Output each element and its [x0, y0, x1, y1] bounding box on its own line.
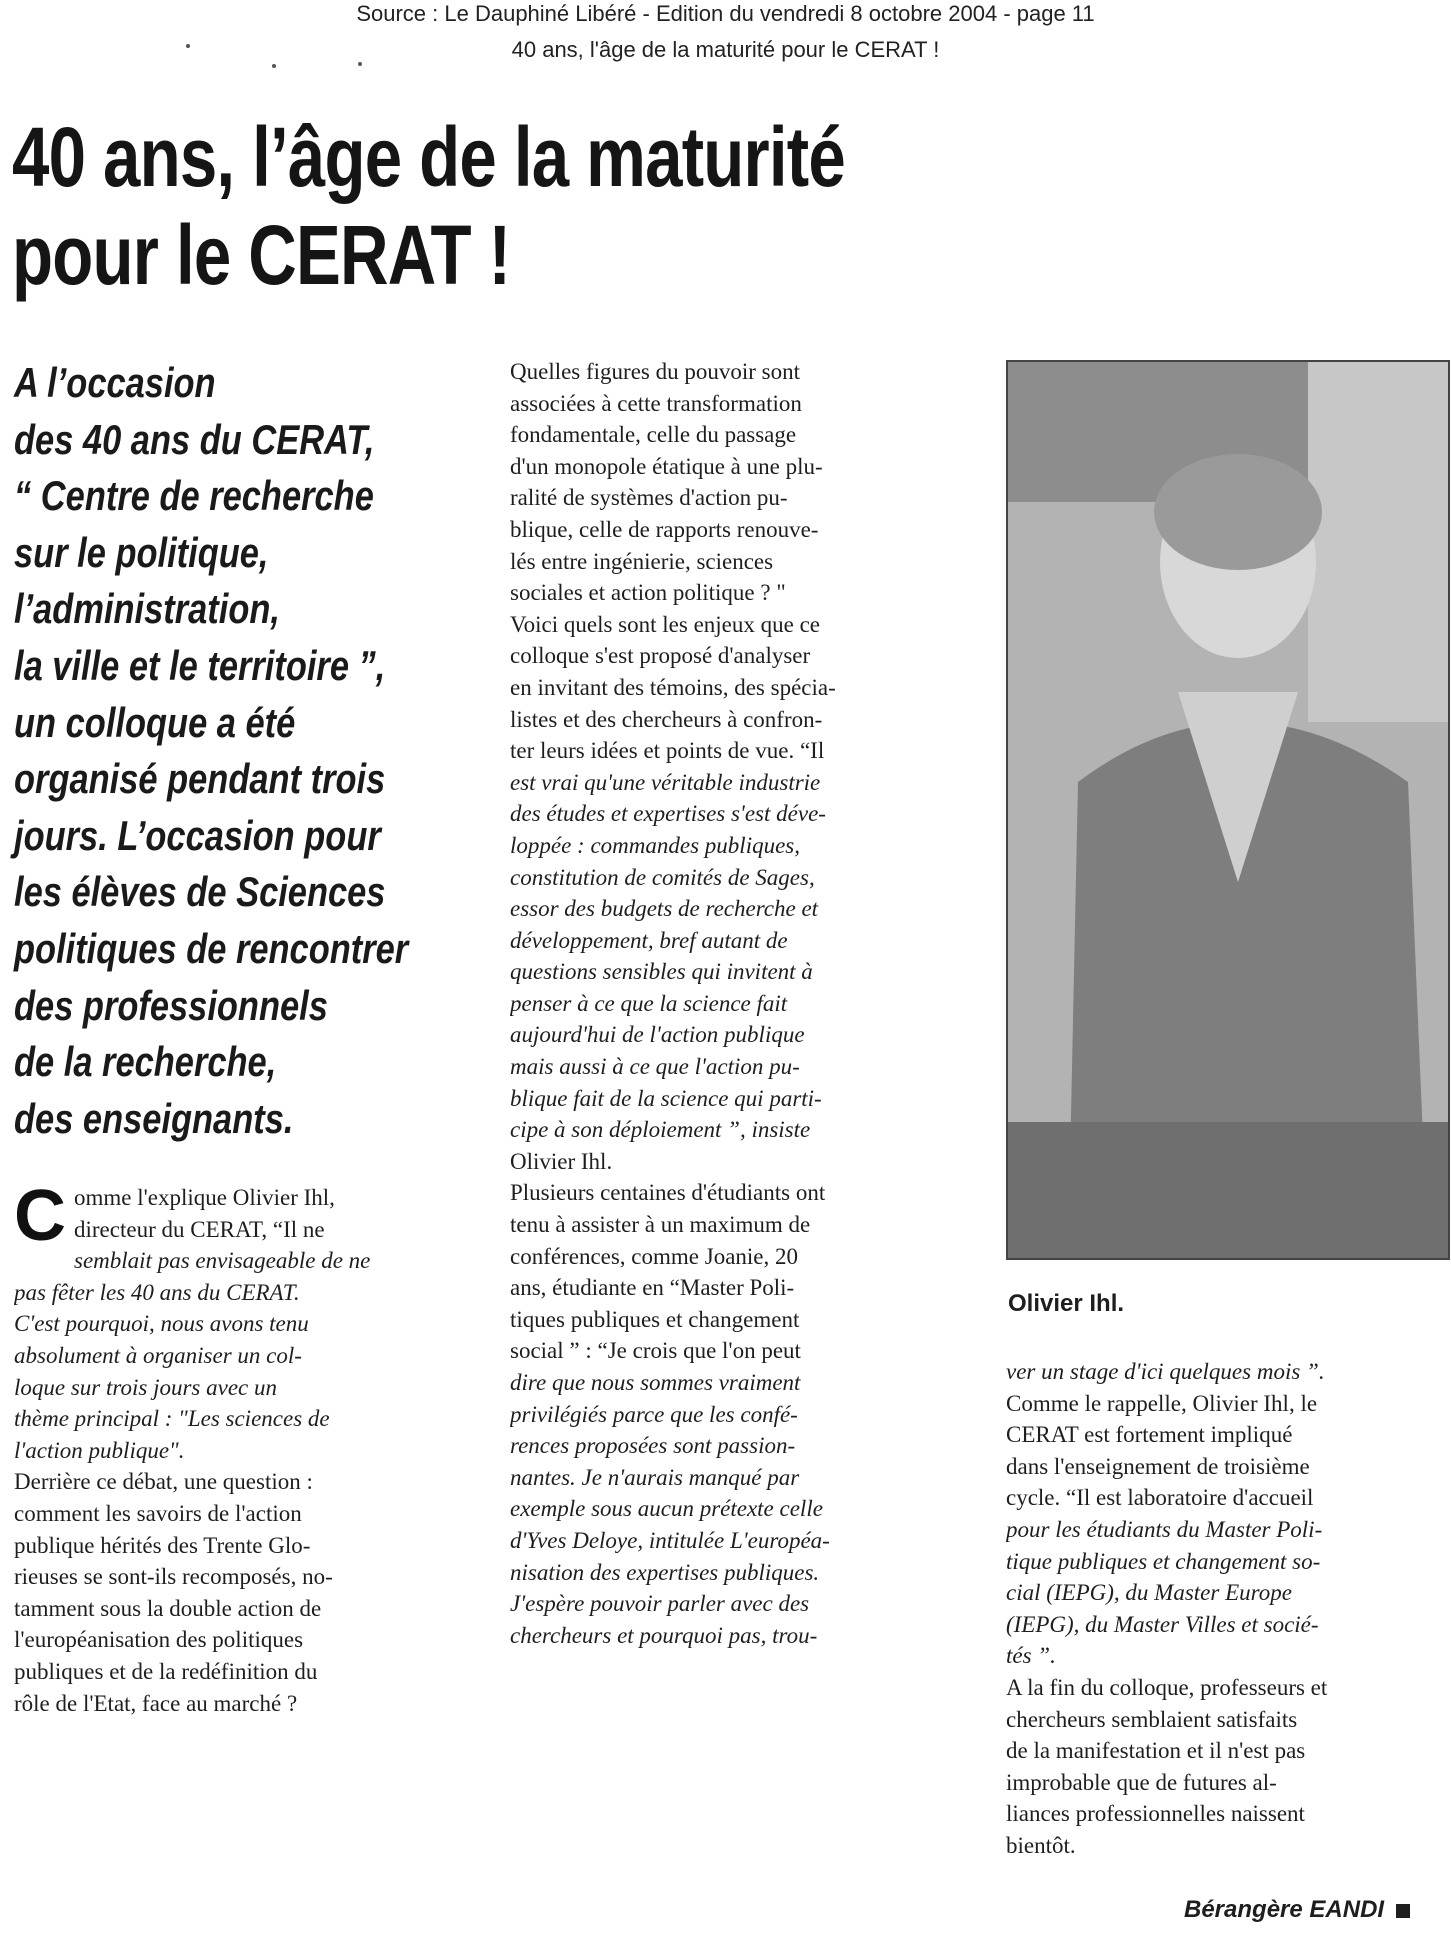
text-line: tiques publiques et changement [510, 1306, 800, 1332]
text-line: penser à ce que la science fait [510, 990, 788, 1016]
print-speck [358, 62, 362, 66]
text-line: tés ”. [1006, 1643, 1056, 1669]
column-1-text [14, 1176, 457, 1719]
text-line: listes et des chercheurs à confron- [510, 706, 823, 732]
text-line: blique, celle de rapports renouve- [510, 516, 819, 542]
text-line: privilégiés parce que les confé- [510, 1401, 798, 1427]
lead-line: des professionnels [14, 981, 328, 1029]
lead-line: la ville et le territoire ”, [14, 641, 386, 689]
text-line: l'action publique". [14, 1437, 185, 1463]
text-line: d'un monopole étatique à une plu- [510, 453, 823, 479]
headline [12, 108, 1148, 304]
text-line: directeur du CERAT, “Il ne [74, 1216, 325, 1242]
text-line: tique publiques et changement so- [1006, 1548, 1321, 1574]
lead-line: A l’occasion [14, 359, 216, 406]
lead-line: des 40 ans du CERAT, [14, 415, 375, 463]
text-line: colloque s'est proposé d'analyser [510, 643, 811, 669]
text-line: cial (IEPG), du Master Europe [1006, 1580, 1292, 1606]
text-line: de la manifestation et il n'est pas [1006, 1738, 1306, 1764]
headline-line-2: pour le CERAT ! [12, 208, 511, 302]
text-line: chercheurs semblaient satisfaits [1006, 1706, 1298, 1732]
lead-line: jours. L’occasion pour [14, 811, 381, 859]
text-line: Plusieurs centaines d'étudiants ont [510, 1180, 826, 1206]
text-line: l'européanisation des politiques [14, 1627, 304, 1653]
article-column-3 [1006, 1356, 1446, 1862]
text-line: C'est pourquoi, nous avons tenu [14, 1311, 309, 1337]
text-line: pour les étudiants du Master Poli- [1006, 1516, 1323, 1542]
print-speck [272, 64, 276, 68]
text-line: cycle. “Il est laboratoire d'accueil [1006, 1485, 1314, 1511]
lead-line: un colloque a été [14, 698, 296, 746]
lead-line: “ Centre de recherche [14, 472, 374, 520]
text-line: nisation des expertises publiques. [510, 1559, 820, 1585]
text-line: ter leurs idées et points de vue. “Il [510, 738, 825, 764]
lead-line: l’administration, [14, 585, 280, 633]
article-column-2 [510, 356, 954, 1651]
photo-caption: Olivier Ihl. [1008, 1290, 1125, 1317]
text-line: Comme le rappelle, Olivier Ihl, le [1006, 1390, 1318, 1416]
text-line: publiques et de la redéfinition du [14, 1658, 318, 1684]
text-line: sociales et action politique ? " [510, 580, 786, 606]
text-line: omme l'explique Olivier Ihl, [74, 1185, 335, 1210]
text-line: thème principal : "Les sciences de [14, 1406, 330, 1432]
text-line: blique fait de la science qui parti- [510, 1085, 822, 1111]
headline-line-1: 40 ans, l’âge de la maturité [12, 110, 845, 204]
lead-line: des enseignants. [14, 1094, 294, 1142]
text-line: loppée : commandes publiques, [510, 832, 800, 858]
lead-line: sur le politique, [14, 528, 269, 576]
text-line: tamment sous la double action de [14, 1595, 322, 1621]
text-line: tenu à assister à un maximum de [510, 1212, 811, 1238]
text-line: Voici quels sont les enjeux que ce [510, 611, 821, 637]
portrait-illustration [1008, 362, 1448, 1258]
text-line: est vrai qu'une véritable industrie [510, 769, 821, 795]
text-line: Quelles figures du pouvoir sont [510, 359, 801, 384]
text-line: loque sur trois jours avec un [14, 1374, 277, 1400]
lead-line: les élèves de Sciences [14, 868, 386, 916]
text-line: semblait pas envisageable de ne [74, 1248, 371, 1274]
lead-line: de la recherche, [14, 1038, 277, 1086]
text-line: d'Yves Deloye, intitulée L'européa- [510, 1527, 830, 1553]
text-line: cipe à son déploiement ”, insiste [510, 1117, 811, 1143]
text-line: associées à cette transformation [510, 390, 802, 416]
article-column-1 [14, 1176, 457, 1719]
text-line: A la fin du colloque, professeurs et [1006, 1674, 1328, 1700]
text-line: pas fêter les 40 ans du CERAT. [14, 1279, 300, 1305]
text-line: lés entre ingénierie, sciences [510, 548, 774, 574]
end-mark [1396, 1904, 1410, 1918]
text-line: aujourd'hui de l'action publique [510, 1022, 805, 1048]
text-line: dans l'enseignement de troisième [1006, 1453, 1310, 1479]
text-line: CERAT est fortement impliqué [1006, 1422, 1293, 1448]
text-line: J'espère pouvoir parler avec des [510, 1591, 810, 1617]
text-line: absolument à organiser un col- [14, 1342, 302, 1368]
author-name: Bérangère EANDI [1184, 1896, 1385, 1923]
text-line: fondamentale, celle du passage [510, 422, 797, 448]
text-line: mais aussi à ce que l'action pu- [510, 1054, 800, 1080]
text-line: publique hérités des Trente Glo- [14, 1532, 311, 1558]
print-speck [186, 44, 190, 48]
text-line: dire que nous sommes vraiment [510, 1370, 801, 1395]
text-line: rences proposées sont passion- [510, 1433, 796, 1459]
drop-cap: C [14, 1176, 66, 1256]
lead-line: politiques de rencontrer [14, 924, 409, 972]
text-line: ralité de systèmes d'action pu- [510, 485, 788, 511]
text-line: nantes. Je n'aurais manqué par [510, 1464, 800, 1490]
text-line: chercheurs et pourquoi pas, trou- [510, 1622, 818, 1648]
text-line: ans, étudiante en “Master Poli- [510, 1275, 795, 1301]
text-line: liances professionnelles naissent [1006, 1801, 1305, 1827]
text-line: social ” : “Je crois que l'on peut [510, 1338, 801, 1364]
source-title: 40 ans, l'âge de la maturité pour le CERAT ! [511, 37, 940, 62]
text-line: ver un stage d'ici quelques mois ”. [1006, 1359, 1325, 1384]
text-line: improbable que de futures al- [1006, 1769, 1277, 1795]
source-line: Source : Le Dauphiné Libéré - Edition du vendredi 8 octobre 2004 - page 11 [356, 1, 1095, 26]
lead-line: organisé pendant trois [14, 755, 386, 803]
text-line: questions sensibles qui invitent à [510, 959, 813, 985]
text-line: comment les savoirs de l'action [14, 1500, 302, 1526]
text-line: essor des budgets de recherche et [510, 896, 819, 922]
text-line: en invitant des témoins, des spécia- [510, 674, 836, 700]
text-line: rieuses se sont-ils recomposés, no- [14, 1564, 333, 1590]
author-signature [1184, 1896, 1410, 1924]
text-line: des études et expertises s'est déve- [510, 801, 826, 827]
text-line: constitution de comités de Sages, [510, 864, 815, 890]
text-line: conférences, comme Joanie, 20 [510, 1243, 799, 1269]
portrait-photo [1006, 360, 1450, 1260]
text-line: développement, bref autant de [510, 927, 788, 953]
text-line: Olivier Ihl. [510, 1148, 613, 1174]
text-line: rôle de l'Etat, face au marché ? [14, 1690, 298, 1716]
text-line: (IEPG), du Master Villes et socié- [1006, 1611, 1319, 1637]
text-line: bientôt. [1006, 1832, 1076, 1858]
lead-paragraph [14, 355, 534, 1147]
text-line: Derrière ce débat, une question : [14, 1469, 313, 1495]
text-line: exemple sous aucun prétexte celle [510, 1496, 823, 1522]
